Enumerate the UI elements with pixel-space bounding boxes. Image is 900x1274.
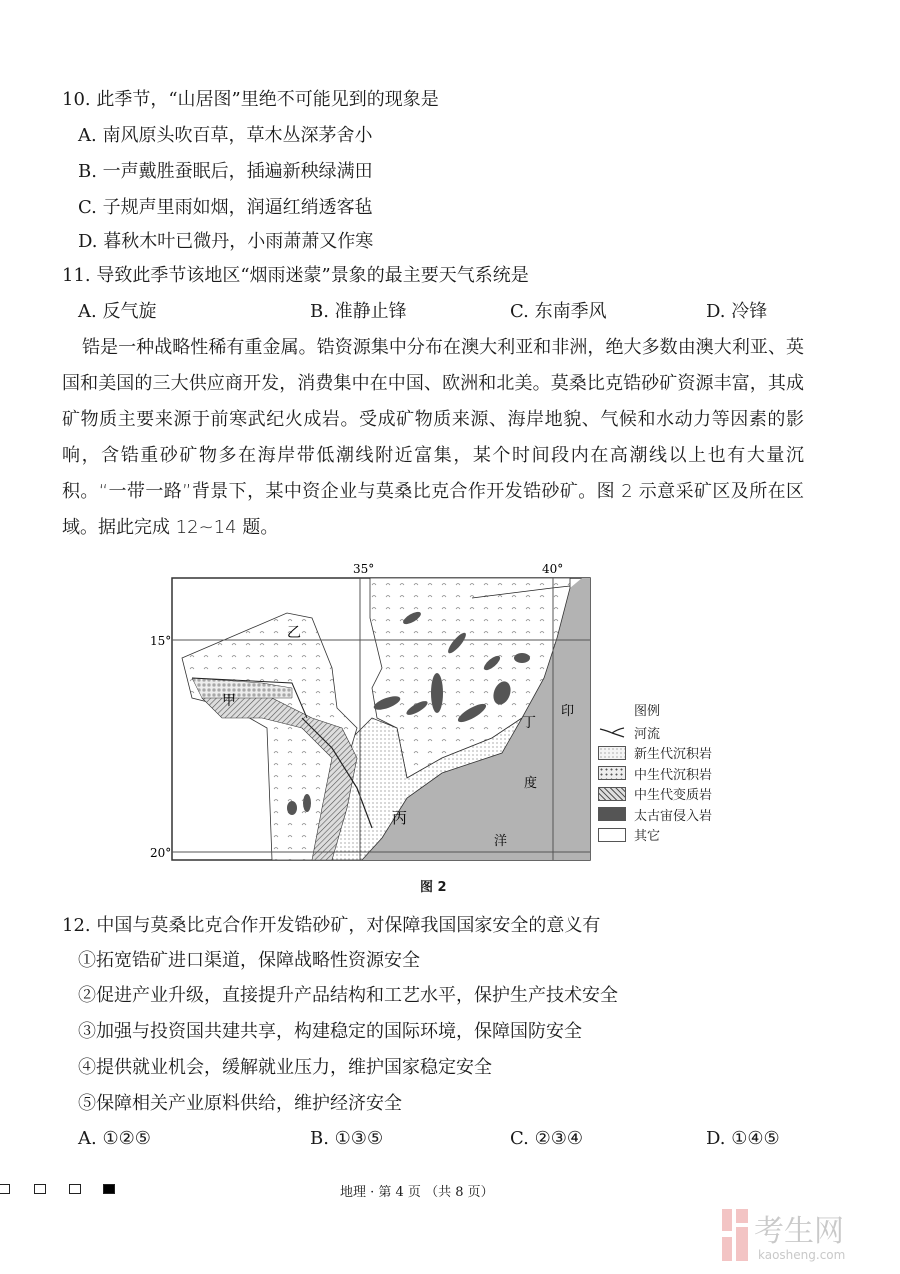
lon-label: 35° [353, 562, 375, 576]
legend-item: 太古宙侵入岩 [634, 808, 713, 824]
statement: ④提供就业机会，缓解就业压力，维护国家稳定安全 [78, 1057, 492, 1078]
page-marker-square [69, 1184, 81, 1194]
ocean-label: 洋 [494, 834, 508, 849]
place-label-bing: 丙 [392, 809, 408, 827]
question-stem: 10. 此季节，“山居图”里绝不可能见到的现象是 [62, 89, 439, 110]
legend-title: 图例 [634, 704, 661, 719]
page-marker-square [0, 1184, 10, 1194]
river-symbol-icon [598, 725, 626, 739]
place-label-yi: 乙 [287, 625, 301, 641]
lat-label: 20° [150, 846, 172, 860]
page-marker-square-filled [103, 1184, 115, 1194]
page-footer: 地理 · 第 4 页 （共 8 页） [340, 1185, 494, 1200]
place-label-ding: 丁 [522, 715, 536, 731]
question-stem: 11. 导致此季节该地区“烟雨迷蒙”景象的最主要天气系统是 [62, 265, 529, 286]
legend-item: 中生代沉积岩 [634, 767, 713, 783]
statement: ③加强与投资国共建共享，构建稳定的国际环境，保障国防安全 [78, 1021, 582, 1042]
statement: ⑤保障相关产业原料供给，维护经济安全 [78, 1093, 402, 1114]
option: B. 一声戴胜蚕眠后，插遍新秧绿满田 [78, 161, 373, 182]
page-marker-square [34, 1184, 46, 1194]
swatch-other [598, 828, 626, 842]
statement: ②促进产业升级，直接提升产品结构和工艺水平，保护生产技术安全 [78, 985, 618, 1006]
statement: ①拓宽锆矿进口渠道，保障战略性资源安全 [78, 950, 420, 971]
ocean-label: 度 [524, 776, 538, 791]
legend-item: 中生代变质岩 [634, 788, 713, 804]
ocean-label: 印 [561, 704, 575, 719]
option: A. 反气旋 [78, 301, 157, 322]
option: C. 子规声里雨如烟，润逼红绡透客毡 [78, 197, 373, 218]
swatch-cenozoic-sedimentary [598, 746, 626, 760]
swatch-mesozoic-metamorphic [598, 787, 626, 801]
option: B. 准静止锋 [310, 301, 407, 322]
place-label-jia: 甲 [222, 693, 236, 709]
legend-item: 河流 [634, 726, 661, 742]
option: D. 暮秋木叶已微丹，小雨萧萧又作寒 [78, 231, 374, 252]
watermark-text: 考生网 [754, 1214, 844, 1249]
option: C. ②③④ [510, 1128, 583, 1149]
option: D. 冷锋 [706, 301, 768, 322]
question-stem: 12. 中国与莫桑比克合作开发锆砂矿，对保障我国国家安全的意义有 [62, 915, 601, 936]
option: C. 东南季风 [510, 301, 607, 322]
figure-caption: 图 2 [420, 880, 447, 895]
legend-item: 其它 [634, 829, 661, 845]
swatch-mesozoic-sedimentary [598, 766, 626, 780]
watermark-logo [720, 1207, 890, 1267]
option: A. 南风原头吹百草，草木丛深茅舍小 [78, 125, 373, 146]
swatch-archean-intrusive [598, 807, 626, 821]
option: D. ①④⑤ [706, 1128, 780, 1149]
svg-text:kaosheng.com: kaosheng.com [758, 1248, 846, 1262]
kaosheng-logo-icon [720, 1207, 890, 1263]
option: A. ①②⑤ [78, 1128, 151, 1149]
map-legend [598, 700, 712, 845]
legend-item: 新生代沉积岩 [634, 747, 713, 763]
lon-label: 40° [542, 562, 564, 576]
geology-map [150, 555, 600, 870]
lat-label: 15° [150, 634, 172, 648]
option: B. ①③⑤ [310, 1128, 384, 1149]
reading-passage: 锆是一种战略性稀有重金属。锆资源集中分布在澳大利亚和非洲，绝大多数由澳大利亚、英国和美国的三大供应商开发，消费集中在中国、欧洲和北美。莫桑比克锆砂矿资源丰富，其成矿物质主要来源于前寒武纪火成岩。受成矿物质来源、海岸地貌、气候和水动力等因素的影响，含锆重砂矿物多在海岸带低潮线附近富集，某个时间段内在高潮线以上也有大量沉积。“一带一路”背景下，某中资企业与莫桑比克合作开发锆砂矿。图 2 示意采矿区及所在区域。据此完成 12~14 题。 [62, 337, 804, 538]
